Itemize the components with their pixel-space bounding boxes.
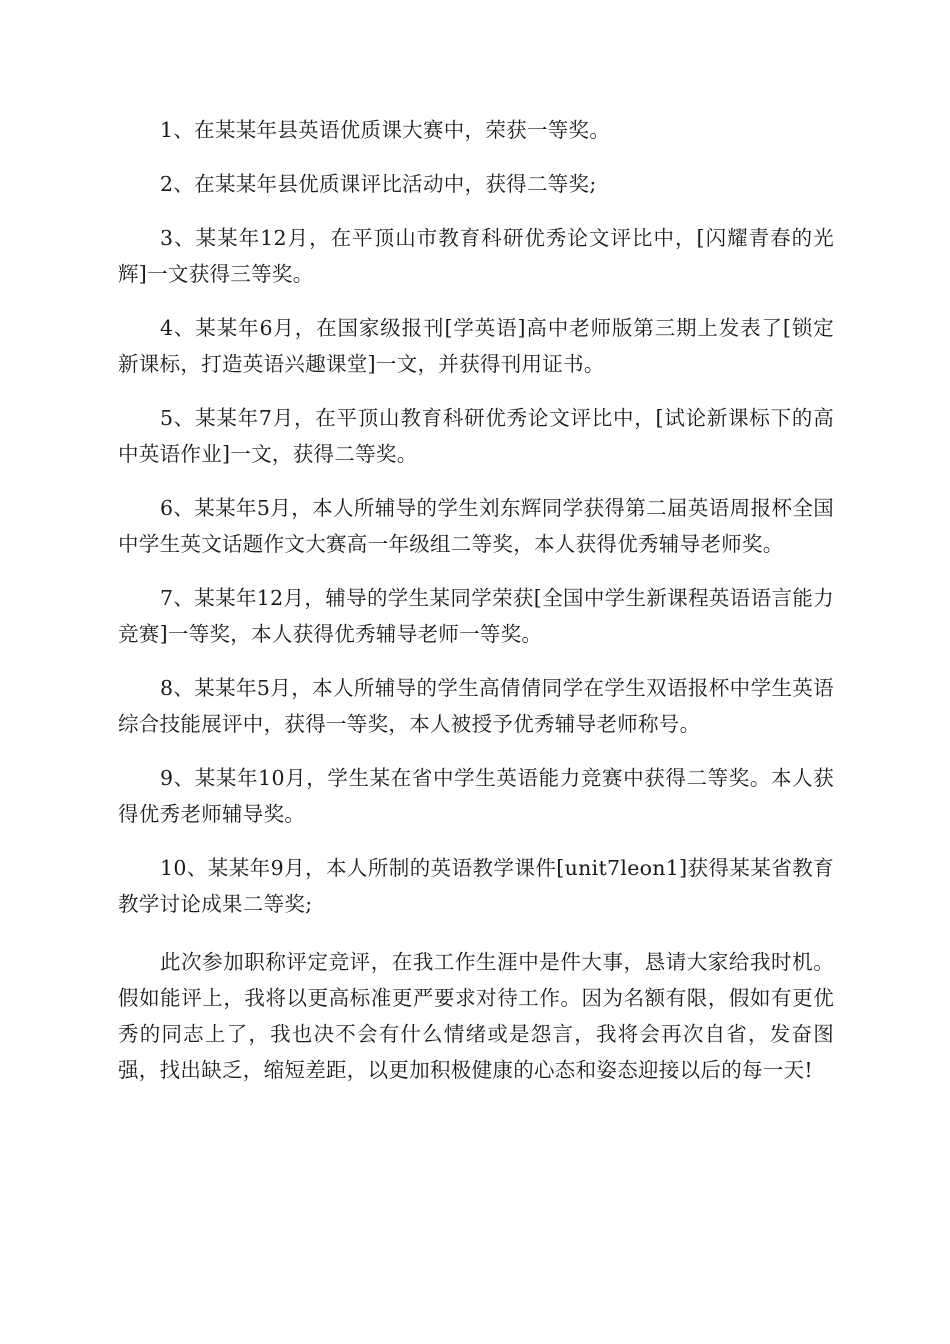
paragraph-award-8: 8、某某年5月，本人所辅导的学生高倩倩同学在学生双语报杯中学生英语综合技能展评中，获得一等奖，本人被授予优秀辅导老师称号。 — [118, 676, 834, 736]
paragraph-award-5: 5、某某年7月，在平顶山教育科研优秀论文评比中，[试论新课标下的高中英语作业]一文，获得二等奖。 — [118, 406, 834, 466]
paragraph-award-2: 2、在某某年县优质课评比活动中，获得二等奖; — [160, 172, 597, 196]
paragraph-award-1: 1、在某某年县英语优质课大赛中，荣获一等奖。 — [160, 118, 611, 142]
document-body — [118, 112, 834, 1088]
paragraph-award-3: 3、某某年12月，在平顶山市教育科研优秀论文评比中，[闪耀青春的光辉]一文获得三等奖。 — [118, 226, 834, 286]
paragraph-award-10: 10、某某年9月，本人所制的英语教学课件[unit7leon1]获得某某省教育教学讨论成果二等奖; — [118, 856, 834, 916]
paragraph-award-6: 6、某某年5月，本人所辅导的学生刘东辉同学获得第二届英语周报杯全国中学生英文话题作文大赛高一年级组二等奖，本人获得优秀辅导老师奖。 — [118, 496, 834, 556]
paragraph-award-4: 4、某某年6月，在国家级报刊[学英语]高中老师版第三期上发表了[锁定新课标，打造英语兴趣课堂]一文，并获得刊用证书。 — [118, 316, 834, 376]
paragraph-award-9: 9、某某年10月，学生某在省中学生英语能力竞赛中获得二等奖。本人获得优秀老师辅导奖。 — [118, 766, 834, 826]
paragraph-award-7: 7、某某年12月，辅导的学生某同学荣获[全国中学生新课程英语语言能力竞赛]一等奖，本人获得优秀辅导老师一等奖。 — [118, 586, 834, 646]
paragraph-closing-statement: 此次参加职称评定竞评，在我工作生涯中是件大事，恳请大家给我时机。假如能评上，我将以更高标准更严要求对待工作。因为名额有限，假如有更优秀的同志上了，我也决不会有什么情绪或是怨言，我将会再次自省，发奋图强，找出缺乏，缩短差距，以更加积极健康的心态和姿态迎接以后的每一天! — [118, 950, 834, 1082]
